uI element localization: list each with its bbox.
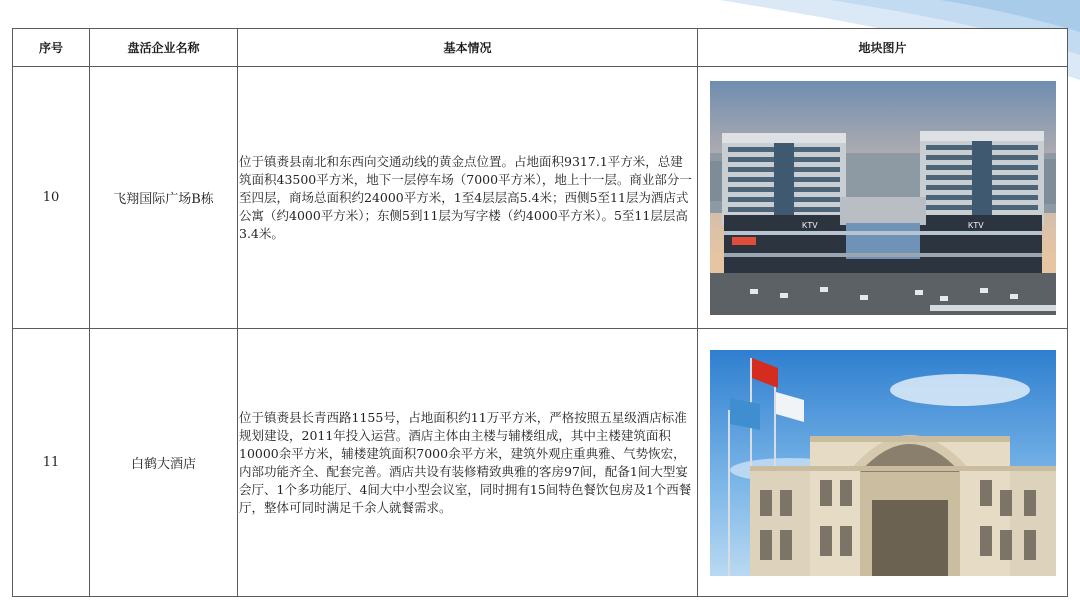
enterprise-table (12, 28, 1068, 597)
row-index: 11 (13, 329, 90, 597)
row-index: 10 (13, 67, 90, 329)
row-photo-cell (698, 329, 1068, 597)
row-company-name: 飞翔国际广场B栋 (90, 67, 238, 329)
row-description: 位于镇赉县南北和东西向交通动线的黄金点位置。占地面积9317.1平方米，总建筑面积43500平方米，地下一层停车场（7000平方米），地上十一层。商业部分一至四层，商场总面积约24000平方米，1至4层层高5.4米；西侧5至11层为酒店式公寓（约4000平方米）；东侧5到11层为写字楼（约4000平方米）。5至11层层高3.4米。 (238, 67, 698, 329)
header-company-name: 盘活企业名称 (90, 29, 238, 67)
row-description: 位于镇赉县长青西路1155号，占地面积约11万平方米，严格按照五星级酒店标准规划建设，2011年投入运营。酒店主体由主楼与辅楼组成，其中主楼建筑面积10000余平方米，辅楼建筑面积7000余平方米，建筑外观庄重典雅、气势恢宏，内部功能齐全、配套完善。酒店共设有装修精致典雅的客房97间，配备1间大型宴会厅、1个多功能厅、4间大中小型会议室，同时拥有15间特色餐饮包房及1个西餐厅，整体可同时满足千余人就餐需求。 (238, 329, 698, 597)
header-index: 序号 (13, 29, 90, 67)
hotel-building-photo (710, 350, 1056, 576)
table-header-row (13, 29, 1068, 67)
row-company-name: 白鹤大酒店 (90, 329, 238, 597)
ktv-sign-left: KTV (801, 220, 818, 230)
table-row (13, 67, 1068, 329)
table-row (13, 329, 1068, 597)
header-basic-info: 基本情况 (238, 29, 698, 67)
plaza-building-photo (710, 81, 1056, 315)
header-plot-photo: 地块图片 (698, 29, 1068, 67)
row-photo-cell (698, 67, 1068, 329)
ktv-sign-right: KTV (967, 220, 984, 230)
